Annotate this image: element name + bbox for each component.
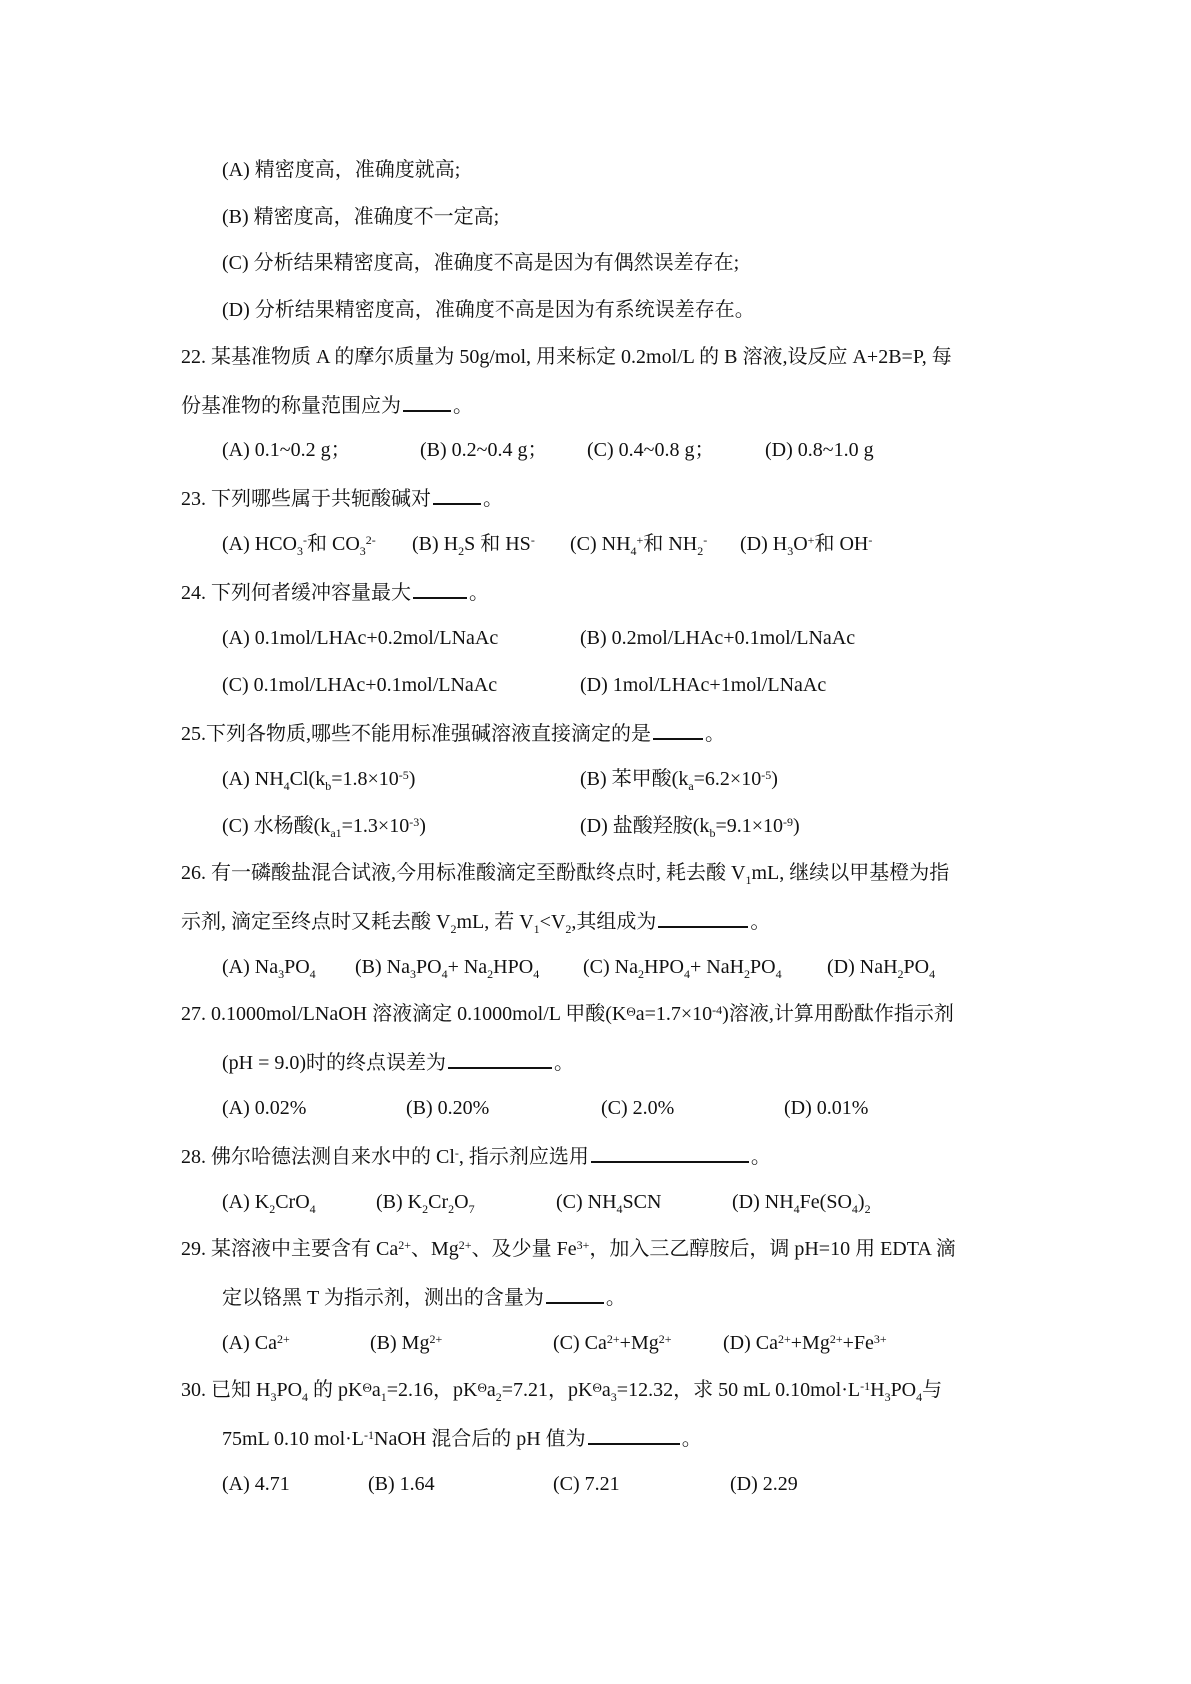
q28-option-a: (A) $K_2CrO_4$ — [222, 1191, 316, 1216]
q29-option-d: (D) $Ca^{2+}+Mg^{2+}+Fe^{3+}$ — [723, 1332, 887, 1354]
q26-stem-line1: 26. 有一磷酸盐混合试液,今用标准酸滴定至酚酞终点时, 耗去酸 $V_1mL$, 继续以甲基橙为指 — [181, 862, 950, 887]
answer-blank — [588, 1425, 680, 1445]
q22-option-d: (D) 0.8~1.0 g — [765, 439, 874, 461]
q27-option-c: (C) 2.0% — [601, 1097, 675, 1119]
q25-option-d: (D) 盐酸羟胺$(k_b=9.1\times 10^{-9})$ — [580, 815, 800, 840]
q29-stem-line2: 定以铬黑 T 为指示剂，测出的含量为 。 — [222, 1284, 626, 1310]
q23-stem: 23. 下列哪些属于共轭酸碱对 。 — [181, 485, 503, 511]
q30-option-b: (B) 1.64 — [368, 1473, 435, 1495]
answer-blank — [448, 1049, 552, 1069]
q30-option-c: (C) 7.21 — [553, 1473, 620, 1495]
q26-option-a: (A) $Na_3PO_4$ — [222, 956, 316, 981]
q21-option-b: (B) 精密度高，准确度不一定高; — [222, 206, 500, 228]
q23-option-b: (B) $H_2S$ 和 HS- — [412, 533, 535, 558]
q23-option-a: (A) $HCO_3^-$和 $CO_3^{2-}$ — [222, 533, 376, 558]
q24-stem: 24. 下列何者缓冲容量最大 。 — [181, 579, 489, 605]
q30-stem-line1: 30. 已知 $H_3PO_4$ 的 $pK^\Theta a_1=2.16$，$pK^\Theta a_2=7.21$，$pK^\Theta a_3=12.32$，求 50 mL $0.10mol\cdot L^{-1}H_3PO_4$与 — [181, 1379, 943, 1404]
q22-option-c: (C) 0.4~0.8 g； — [587, 439, 715, 461]
q22-option-a: (A) 0.1~0.2 g； — [222, 439, 351, 461]
q21-option-d: (D) 分析结果精密度高，准确度不高是因为有系统误差存在。 — [222, 299, 755, 321]
q27-stem-line2: (pH = 9.0)时的终点误差为 。 — [222, 1049, 574, 1075]
answer-blank — [403, 392, 451, 412]
q22-option-b: (B) 0.2~0.4 g； — [420, 439, 548, 461]
answer-blank — [433, 485, 481, 505]
q25-option-c: (C) 水杨酸$(k_{a1}=1.3\times 10^{-3})$ — [222, 815, 426, 840]
q28-option-c: (C) $NH_4SCN$ — [556, 1191, 662, 1216]
q24-option-c: (C) 0.1mol/LHAc+0.1mol/LNaAc — [222, 674, 498, 696]
q26-option-b: (B) $Na_3PO_4+ Na_2HPO_4$ — [355, 956, 540, 981]
q26-option-d: (D) $NaH_2PO_4$ — [827, 956, 936, 981]
q24-option-d: (D) 1mol/LHAc+1mol/LNaAc — [580, 674, 827, 696]
q21-option-c: (C) 分析结果精密度高，准确度不高是因为有偶然误差存在; — [222, 252, 740, 274]
answer-blank — [413, 579, 467, 599]
q28-option-d: (D) $NH_4Fe(SO_4)_2$ — [732, 1191, 871, 1216]
q23-option-c: (C) $NH_4^+$和 $NH_2^-$ — [570, 533, 708, 558]
q27-option-b: (B) 0.20% — [406, 1097, 490, 1119]
answer-blank — [546, 1284, 604, 1304]
q25-option-a: (A) $NH_4Cl(k_b=1.8\times 10^{-5})$ — [222, 768, 416, 793]
q28-option-b: (B) $K_2Cr_2O_7$ — [376, 1191, 475, 1216]
q30-stem-line2: 75mL 0.10 $mol\cdot L^{-1}NaOH$ 混合后的 pH 值为 。 — [222, 1425, 702, 1451]
answer-blank — [658, 908, 748, 928]
q24-option-b: (B) 0.2mol/LHAc+0.1mol/LNaAc — [580, 627, 856, 649]
q26-option-c: (C) $Na_2HPO_4+ NaH_2PO_4$ — [583, 956, 782, 981]
q22-stem-line2: 份基准物的称量范围应为 。 — [181, 392, 473, 418]
q28-stem: 28. 佛尔哈德法测自来水中的 Cl-, 指示剂应选用 。 — [181, 1143, 771, 1169]
q27-stem-line1: 27. 0.1000mol/LNaOH 溶液滴定 0.1000mol/L 甲酸$(K^\Theta a=1.7\times 10^{-4})$溶液,计算用酚酞作指示剂 — [181, 1003, 954, 1025]
q30-option-d: (D) 2.29 — [730, 1473, 798, 1495]
q23-option-d: (D) $H_3O^+$和 OH- — [740, 533, 873, 558]
q27-option-a: (A) 0.02% — [222, 1097, 307, 1119]
q25-option-b: (B) 苯甲酸$(k_a=6.2\times 10^{-5})$ — [580, 768, 778, 793]
q27-option-d: (D) 0.01% — [784, 1097, 869, 1119]
q21-option-a: (A) 精密度高，准确度就高; — [222, 159, 461, 181]
q29-stem-line1: 29. 某溶液中主要含有 $Ca^{2+}$、$Mg^{2+}$、及少量 $Fe^{3+}$，加入三乙醇胺后，调 pH=10 用 EDTA 滴 — [181, 1238, 956, 1260]
q30-option-a: (A) 4.71 — [222, 1473, 290, 1495]
q29-option-a: (A) $Ca^{2+}$ — [222, 1332, 290, 1354]
q22-stem-line1: 22. 某基准物质 A 的摩尔质量为 50g/mol, 用来标定 0.2mol/L 的 B 溶液,设反应 A+2B=P, 每 — [181, 346, 952, 368]
q29-option-b: (B) $Mg^{2+}$ — [370, 1332, 443, 1354]
q26-stem-line2: 示剂, 滴定至终点时又耗去酸 $V_2mL$, 若 $V_1<V_2$,其组成为 。 — [181, 908, 770, 934]
answer-blank — [653, 720, 703, 740]
q29-option-c: (C) $Ca^{2+}+Mg^{2+}$ — [553, 1332, 672, 1354]
q24-option-a: (A) 0.1mol/LHAc+0.2mol/LNaAc — [222, 627, 499, 649]
answer-blank — [591, 1143, 749, 1163]
q25-stem: 25.下列各物质,哪些不能用标准强碱溶液直接滴定的是 。 — [181, 720, 725, 746]
